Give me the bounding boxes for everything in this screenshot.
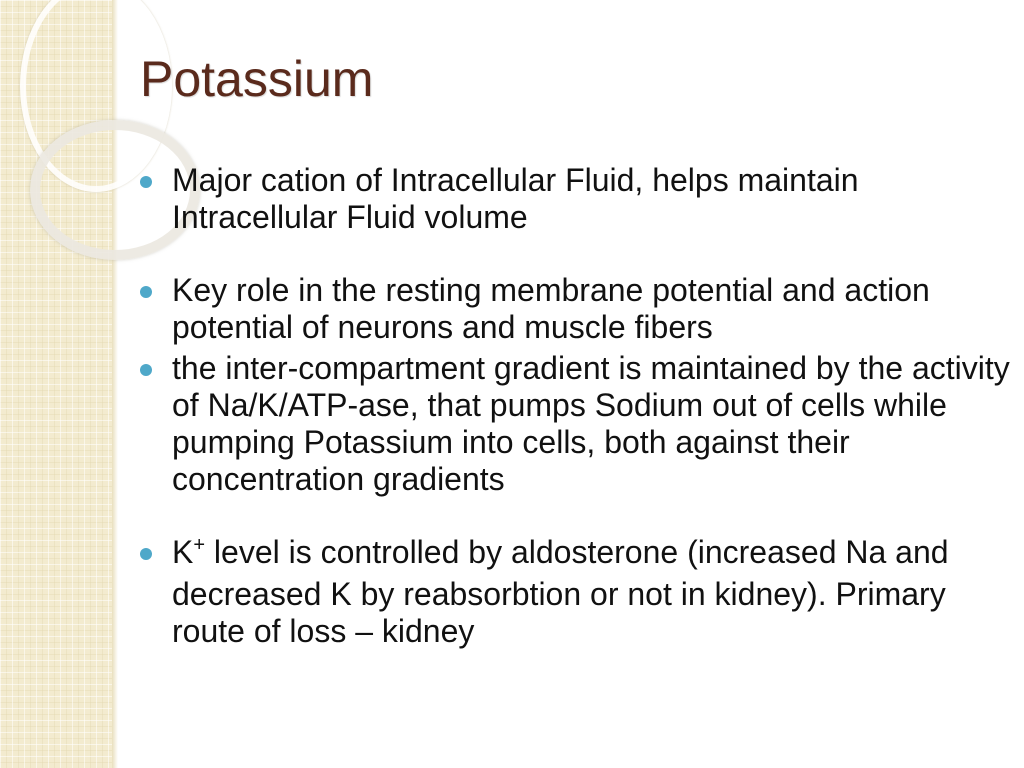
bullet-item (140, 534, 1020, 650)
bullet-item (140, 162, 1020, 236)
bullet-dot-icon (140, 364, 152, 376)
bullet-dot-icon (140, 286, 152, 298)
bullet-text: Major cation of Intracellular Fluid, helps maintain Intracellular Fluid volume (172, 162, 859, 235)
bullet-dot-icon (140, 176, 152, 188)
bullet-text: level is controlled by aldosterone (increased Na and decreased K by reabsorbtion or not in kidney). Primary route of loss – kidney (172, 534, 949, 649)
bullet-item (140, 272, 1020, 346)
bullet-text: the inter-compartment gradient is maintained by the activity of Na/K/ATP-ase, that pumps Sodium out of cells while pumping Potassium into cells, both against their concentration gradients (172, 350, 1010, 497)
bullet-list (140, 162, 1020, 650)
bullet-prefix: K (172, 534, 194, 570)
bullet-dot-icon (140, 548, 152, 560)
bullet-text: Key role in the resting membrane potential and action potential of neurons and muscle fibers (172, 272, 930, 345)
bullet-superscript: + (193, 534, 206, 556)
slide-title: Potassium (140, 51, 374, 107)
bullet-item (140, 350, 1020, 498)
